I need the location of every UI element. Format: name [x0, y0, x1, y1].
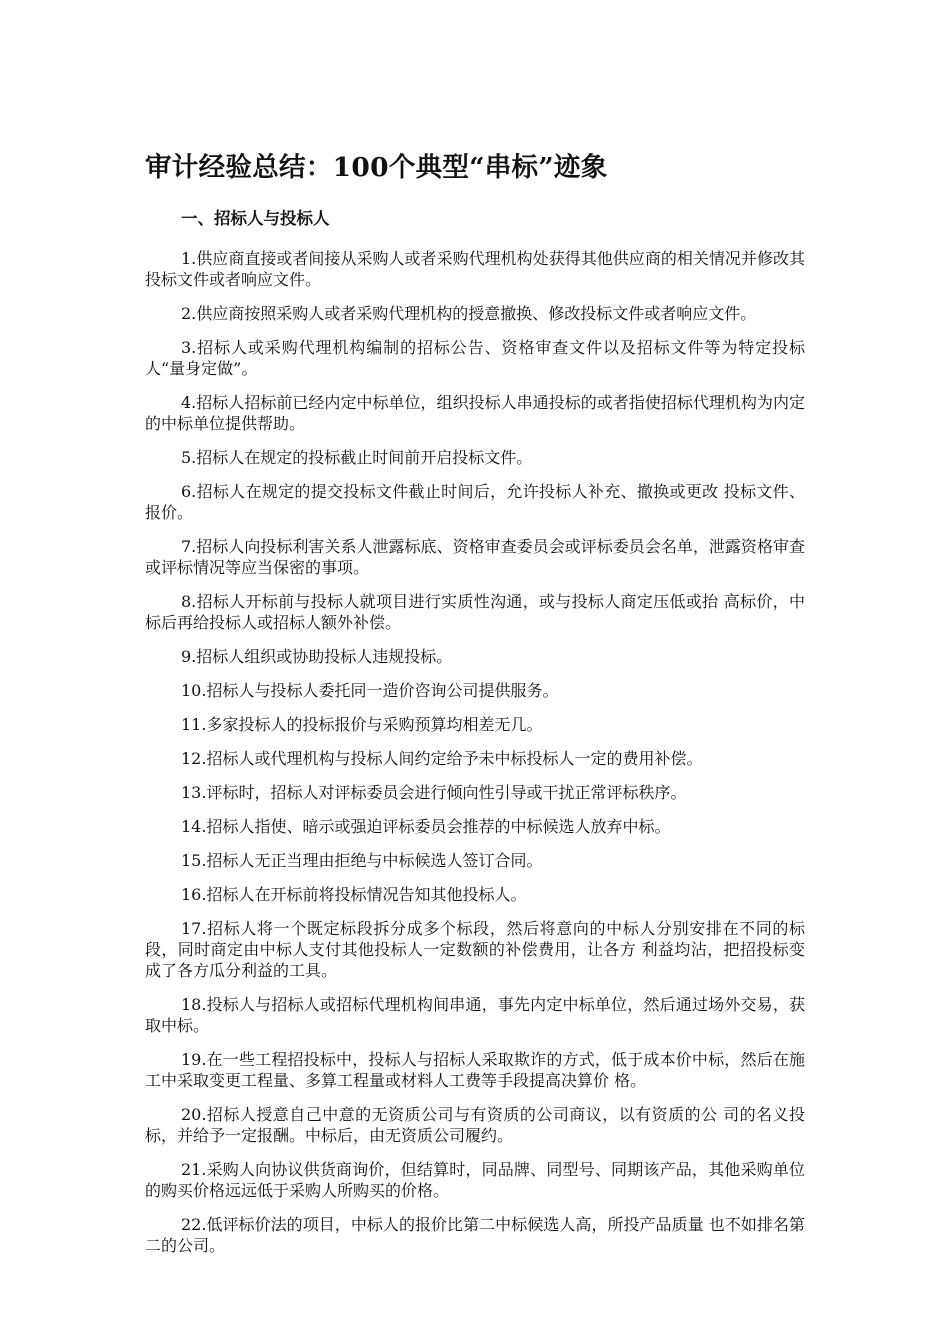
list-item: 1.供应商直接或者间接从采购人或者采购代理机构处获得其他供应商的相关情况并修改其投标文件或者响应文件。: [145, 249, 805, 289]
list-item: 21.采购人向协议供货商询价，但结算时，同品牌、同型号、同期该产品，其他采购单位的购买价格远远低于采购人所购买的价格。: [145, 1160, 805, 1200]
list-item: 16.招标人在开标前将投标情况告知其他投标人。: [181, 885, 527, 904]
list-item: 17.招标人将一个既定标段拆分成多个标段，然后将意向的中标人分别安排在不同的标段，同时商定由中标人支付其他投标人一定数额的补偿费用，让各方 利益均沾，把招投标变成了各方瓜分利益的工具。: [145, 919, 805, 980]
document-body: [145, 150, 805, 1269]
list-item: 13.评标时，招标人对评标委员会进行倾向性引导或干扰正常评标秩序。: [181, 783, 687, 802]
list-item: 9.招标人组织或协助投标人违规投标。: [181, 647, 453, 666]
list-item: 11.多家投标人的投标报价与采购预算均相差无几。: [181, 715, 543, 734]
list-item: 2.供应商按照采购人或者采购代理机构的授意撤换、修改投标文件或者响应文件。: [181, 304, 757, 323]
list-item: 4.招标人招标前已经内定中标单位，组织投标人串通投标的或者指使招标代理机构为内定的中标单位提供帮助。: [145, 393, 805, 433]
list-item: 14.招标人指使、暗示或强迫评标委员会推荐的中标候选人放弃中标。: [181, 817, 671, 836]
list-item: 20.招标人授意自己中意的无资质公司与有资质的公司商议，以有资质的公 司的名义投标，并给予一定报酬。中标后，由无资质公司履约。: [145, 1105, 805, 1145]
list-item: 10.招标人与投标人委托同一造价咨询公司提供服务。: [181, 681, 559, 700]
list-item: 22.低评标价法的项目，中标人的报价比第二中标候选人高，所投产品质量 也不如排名第二的公司。: [145, 1215, 805, 1255]
list-item: 19.在一些工程招投标中，投标人与招标人采取欺诈的方式，低于成本价中标，然后在施工中采取变更工程量、多算工程量或材料人工费等手段提高决算价 格。: [145, 1050, 805, 1090]
list-item: 3.招标人或采购代理机构编制的招标公告、资格审查文件以及招标文件等为特定投标人“量身定做”。: [145, 338, 805, 378]
list-item: 18.投标人与招标人或招标代理机构间串通，事先内定中标单位，然后通过场外交易，获取中标。: [145, 995, 805, 1035]
section-heading: 一、招标人与投标人: [181, 209, 330, 228]
list-item: 8.招标人开标前与投标人就项目进行实质性沟通，或与投标人商定压低或抬 高标价，中标后再给投标人或招标人额外补偿。: [145, 592, 805, 632]
list-item: 5.招标人在规定的投标截止时间前开启投标文件。: [181, 448, 533, 467]
document-title: 审计经验总结：100个典型“串标”迹象: [145, 152, 608, 183]
list-item: 15.招标人无正当理由拒绝与中标候选人签订合同。: [181, 851, 543, 870]
list-item: 7.招标人向投标利害关系人泄露标底、资格审查委员会或评标委员会名单，泄露资格审查或评标情况等应当保密的事项。: [145, 537, 805, 577]
list-item: 6.招标人在规定的提交投标文件截止时间后，允许投标人补充、撤换或更改 投标文件、报价。: [145, 482, 805, 522]
list-item: 12.招标人或代理机构与投标人间约定给予未中标投标人一定的费用补偿。: [181, 749, 703, 768]
